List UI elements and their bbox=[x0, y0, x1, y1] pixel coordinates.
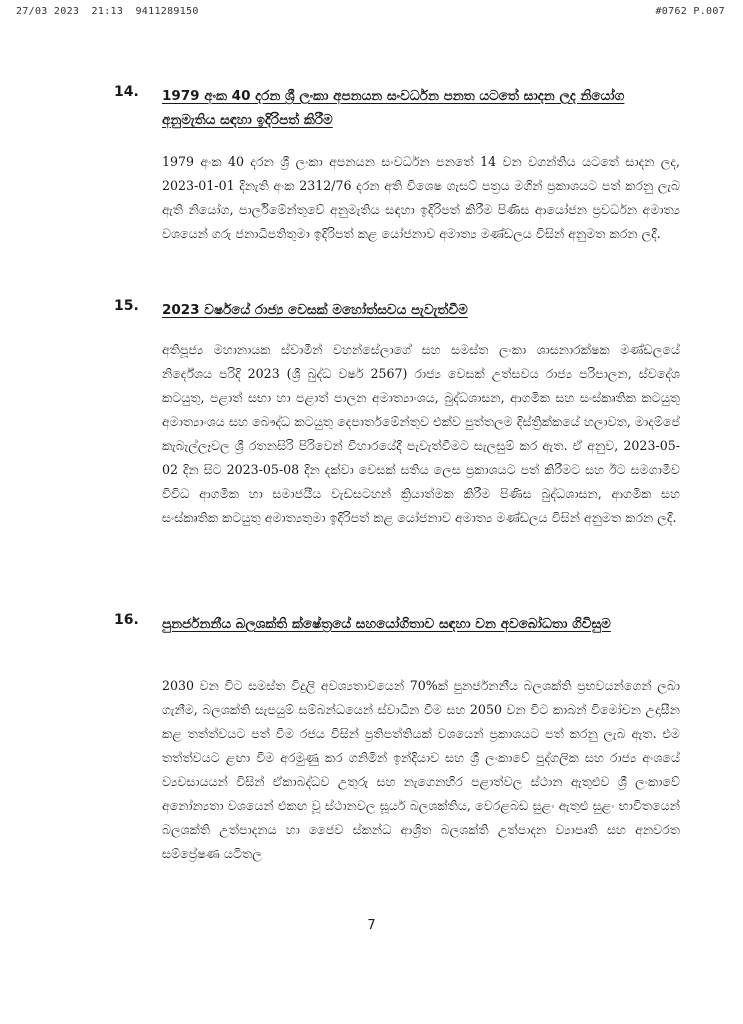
section-title: 2023 වර්ෂයේ රාජ්‍ය වෙසක් මහෝත්සවය පැවැත්වීම bbox=[162, 302, 468, 318]
section-body: 2030 වන විට සමස්ත විදුලි අවශ්‍යතාවයෙන් 70%ක් පුනර්ජනනීය බලශක්ති ප්‍රභවයන්ගෙන් ලබා ගැනීම, බලශක්ති සැපයුම් සම්බන්ධයෙන් ස්වාධීන වීම සහ 2050 වන විට කාබන් විමෝචන උදාසීන කළ තත්ත්වයට පත් වීම රජය විසින් ප්‍රතිපත්තියක් වශයෙන් ප්‍රකාශයට පත් කරනු ලැබ ඇත. එම තත්ත්වයට ළඟා වීම අරමුණු කර ගනිමින් ඉන්දියාව සහ ශ්‍රී ලංකාවේ පුද්ගලික සහ රාජ්‍ය අංශයේ ව්‍යවසායයන් විසින් ඒකාබද්ධව උතුරු සහ නැගෙනහිර පළාත්වල ස්ථාන ඇතුළුව ශ්‍රී ලංකාවේ අනෝන්‍යතා වශයෙන් එකඟ වූ ස්ථානවල සූර්ය බලශක්තිය, වෙරළබඩ සුළං ඇතුළු සුළං භාවිතයෙන් බලශක්ති උත්පාදනය හා ජෛව ස්කන්ධ ආශ්‍රිත බලශක්ති උත්පාදන ව්‍යාපෘති සහ අනවරත සම්ප්‍රේෂණ යටිතල bbox=[162, 678, 680, 861]
fax-date: 27/03 2023 bbox=[16, 6, 80, 17]
fax-header bbox=[16, 6, 725, 17]
fax-transmission-info bbox=[16, 6, 205, 17]
page-number: 7 bbox=[367, 918, 376, 933]
section-number: 16. bbox=[114, 612, 139, 628]
section-number: 14. bbox=[114, 84, 139, 100]
fax-time: 21:13 bbox=[91, 6, 124, 17]
section-title: පුනර්ජනනීය බලශක්ති ක්ෂේත්‍රයේ සහයෝගිතාව සඳහා වන අවබෝධතා ගිවිසුම bbox=[162, 616, 611, 632]
fax-page-ref: #0762 P.007 bbox=[655, 6, 725, 17]
fax-phone: 9411289150 bbox=[135, 6, 199, 17]
section-number: 15. bbox=[114, 298, 139, 314]
section-body: අතිපූජ්‍ය මහානායක ස්වාමීන් වහන්සේලාගේ සහ සමස්ත ලංකා ශාසනාරක්ෂක මණ්ඩලයේ නිර්දේශය පරිදි 2023 (ශ්‍රී බුද්ධ වර්ෂ 2567) රාජ්‍ය වෙසක් උත්සවය රාජ්‍ය පරිපාලන, ස්වදේශ කටයුතු, පළාත් සභා හා පළාත් පාලන අමාත්‍යාංශය, බුද්ධශාසන, ආගමික සහ සංස්කෘතික කටයුතු අමාත්‍යාංශය සහ බෞද්ධ කටයුතු දෙපාර්තමේන්තුව එක්ව පුත්තලම දිස්ත්‍රික්කයේ හලාවත, මාදම්පේ කැබැල්ලෑවල ශ්‍රී රතනසිරි පිරිවෙන් විහාරයේදී පැවැත්වීමට සැලසුම් කර ඇත. ඒ අනුව, 2023-05-02 දින සිට 2023-05-08 දින දක්වා වෙසක් සතිය ලෙස ප්‍රකාශයට පත් කිරීමට සහ ඊට සමගාමීව විවිධ ආගමික හා සමාජයීය වැඩසටහන් ක්‍රියාත්මක කිරීම පිණිස බුද්ධශාසන, ආගමික සහ සංස්කෘතික කටයුතු අමාත්‍යතුමා ඉදිරිපත් කළ යෝජනාව අමාත්‍ය මණ්ඩලය විසින් අනුමත කරන ලදී. bbox=[162, 342, 680, 525]
section-title: 1979 අංක 40 දරන ශ්‍රී ලංකා අපනයන සංවර්ධන පනත යටතේ සාදන ලද නියෝග අනුමැතිය සඳහා ඉදිරිපත් කිරීම bbox=[162, 88, 625, 128]
section-body: 1979 අංක 40 දරන ශ්‍රී ලංකා අපනයන සංවර්ධන පනතේ 14 වන වගන්තිය යටතේ සාදන ලද, 2023-01-01 දිනැති අංක 2312/76 දරන අති විශෙෂ ගැසට් පත්‍රය මගින් ප්‍රකාශයට පත් කරනු ලැබ ඇති නියෝග, පාර්ලිමේන්තුවේ අනුමැතිය සඳහා ඉදිරිපත් කිරීම පිණිස ආයෝජන ප්‍රවර්ධන අමාත්‍ය වශයෙන් ගරු ජනාධිපතිතුමා ඉදිරිපත් කළ යෝජනාව අමාත්‍ය මණ්ඩලය විසින් අනුමත කරන ලදී. bbox=[162, 154, 680, 241]
